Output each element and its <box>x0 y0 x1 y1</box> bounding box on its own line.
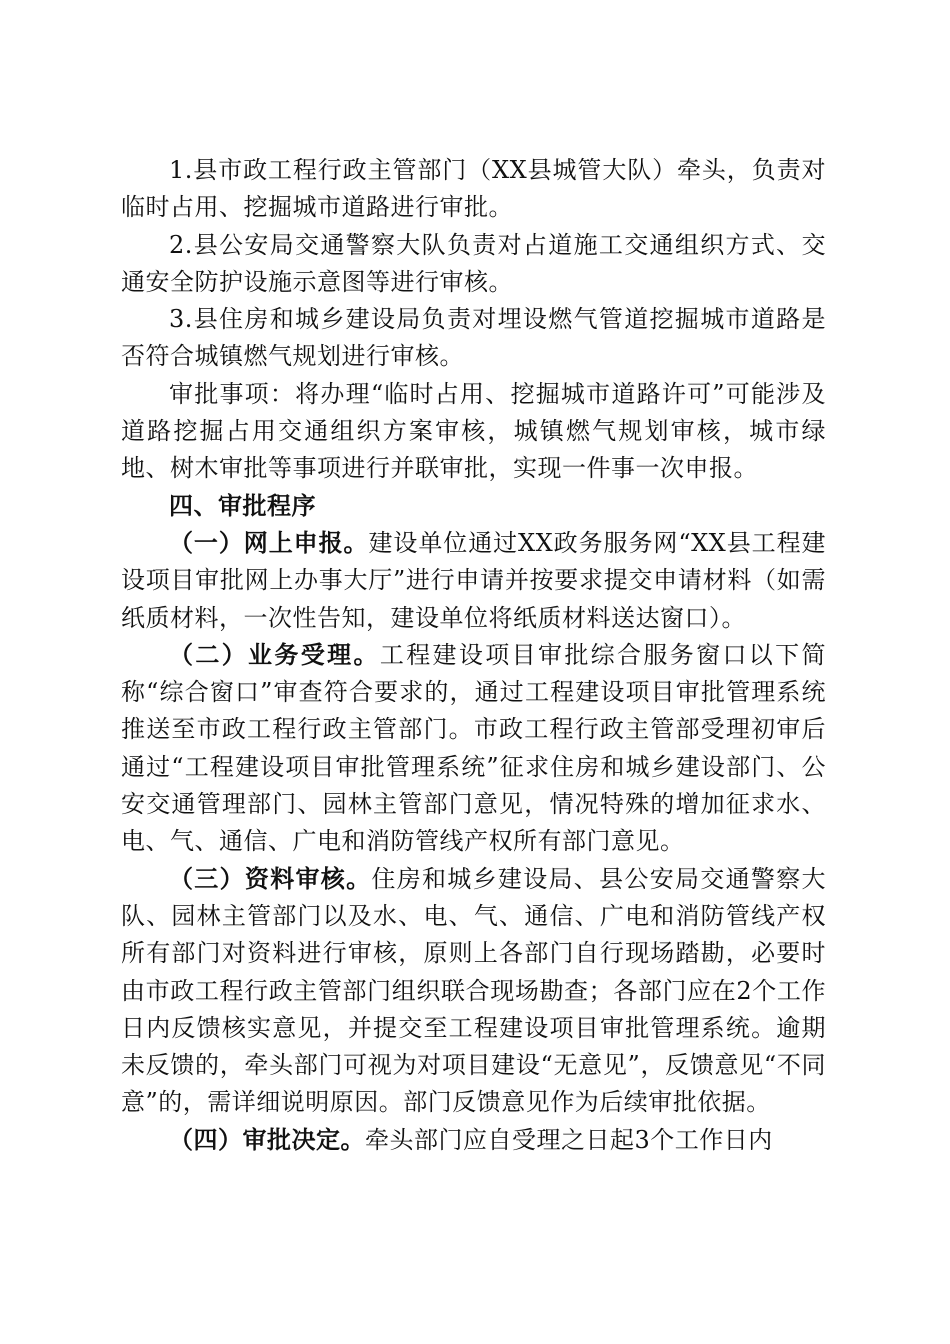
step-lead: （三）资料审核。 <box>169 864 372 893</box>
step-text: 建设单位通过XX政务服务网“XX县工程建设项目审批网上办事大厅”进行申请并按要求提交申请材料（如需纸质材料，一次性告知，建设单位将纸质材料送达窗口）。 <box>121 528 826 632</box>
step-lead: （四）审批决定。 <box>169 1125 365 1154</box>
responsibility-item-1: 1.县市政工程行政主管部门（XX县城管大队）牵头，负责对临时占用、挖掘城市道路进行审批。 <box>121 156 826 222</box>
step-approval-decision <box>121 1122 826 1159</box>
responsibility-item-2: 2.县公安局交通警察大队负责对占道施工交通组织方式、交通安全防护设施示意图等进行审核。 <box>121 230 826 296</box>
approval-items-paragraph: 审批事项：将办理“临时占用、挖掘城市道路许可”可能涉及道路挖掘占用交通组织方案审核，城镇燃气规划审核，城市绿地、树木审批等事项进行并联审批，实现一件事一次申报。 <box>121 379 826 483</box>
step-text: 工程建设项目审批综合服务窗口以下简称“综合窗口”审查符合要求的，通过工程建设项目审批管理系统推送至市政工程行政主管部门。市政工程行政主管部受理初审后通过“工程建设项目审批管理系统”征求住房和城乡建设部门、公安交通管理部门、园林主管部门意见，情况特殊的增加征求水、电、气、通信、广电和消防管线产权所有部门意见。 <box>121 640 827 856</box>
section-heading: 四、审批程序 <box>169 491 316 520</box>
step-text: 住房和城乡建设局、县公安局交通警察大队、园林主管部门以及水、电、气、通信、广电和消防管线产权所有部门对资料进行审核，原则上各部门自行现场踏勘，必要时由市政工程行政主管部门组织联合现场勘查；各部门应在2个工作日内反馈核实意见，并提交至工程建设项目审批管理系统。逾期未反馈的，牵头部门可视为对项目建设“无意见”，反馈意见“不同意”的，需详细说明原因。部门反馈意见作为后续审批依据。 <box>121 864 827 1117</box>
step-text: 牵头部门应自受理之日起3个工作日内 <box>365 1125 773 1154</box>
document-body <box>121 152 826 1159</box>
step-document-review <box>121 861 826 1122</box>
step-online-application <box>121 525 826 637</box>
step-business-acceptance <box>121 637 826 861</box>
responsibility-item-3: 3.县住房和城乡建设局负责对埋设燃气管道挖掘城市道路是否符合城镇燃气规划进行审核。 <box>121 305 826 371</box>
step-lead: （一）网上申报。 <box>169 528 369 557</box>
step-lead: （二）业务受理。 <box>169 640 380 669</box>
